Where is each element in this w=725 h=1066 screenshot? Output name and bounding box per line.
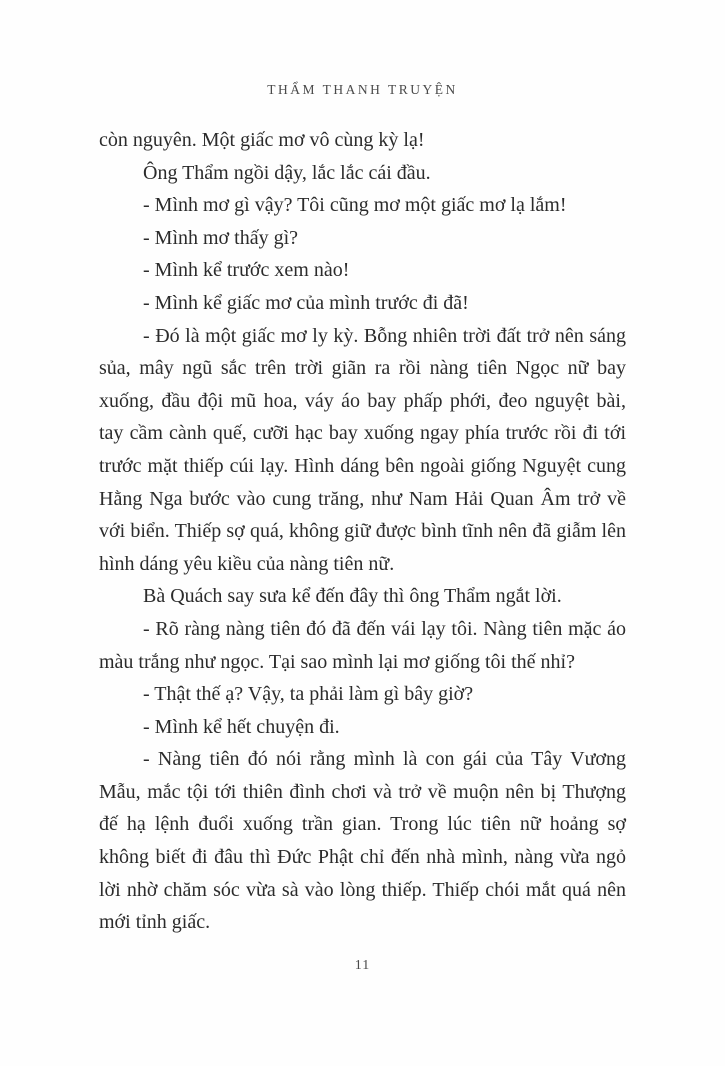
- paragraph: - Thật thế ạ? Vậy, ta phải làm gì bây giờ?: [143, 683, 474, 706]
- paragraph: - Đó là một giấc mơ ly kỳ. Bỗng nhiên trời đất trở nên sáng sủa, mây ngũ sắc trên trời giãn ra rồi nàng tiên Ngọc nữ bay xuống, đầu đội mũ hoa, váy áo bay phấp phới, đeo nguyệt bài, tay cầm cành quế, cưỡi hạc bay xuống ngay phía trước rồi đi tới trước mặt thiếp cúi lạy. Hình dáng bên ngoài giống Nguyệt cung Hằng Nga bước vào cung trăng, như Nam Hải Quan Âm trở về với biển. Thiếp sợ quá, không giữ được bình tĩnh nên đã giẫm lên hình dáng yêu kiều của nàng tiên nữ.: [99, 324, 626, 575]
- paragraph: Bà Quách say sưa kể đến đây thì ông Thẩm ngắt lời.: [143, 585, 562, 608]
- paragraph: - Mình mơ gì vậy? Tôi cũng mơ một giấc mơ lạ lắm!: [143, 194, 567, 217]
- paragraph: - Rõ ràng nàng tiên đó đã đến vái lạy tôi. Nàng tiên mặc áo màu trắng như ngọc. Tại sao mình lại mơ giống tôi thế nhỉ?: [99, 617, 626, 673]
- body-text-block: [99, 124, 626, 939]
- paragraph: - Mình kể trước xem nào!: [143, 259, 350, 282]
- paragraph: còn nguyên. Một giấc mơ vô cùng kỳ lạ!: [99, 129, 425, 151]
- running-header: THẨM THANH TRUYỆN: [267, 82, 458, 97]
- paragraph: Ông Thẩm ngồi dậy, lắc lắc cái đầu.: [143, 161, 431, 184]
- page-number: 11: [354, 958, 371, 973]
- paragraph: - Mình kể giấc mơ của mình trước đi đã!: [143, 291, 469, 314]
- paragraph: - Nàng tiên đó nói rằng mình là con gái của Tây Vương Mẫu, mắc tội tới thiên đình chơi và trở về muộn nên bị Thượng đế hạ lệnh đuổi xuống trần gian. Trong lúc tiên nữ hoảng sợ không biết đi đâu thì Đức Phật chỉ đến nhà mình, nàng vừa ngỏ lời nhờ chăm sóc vừa sà vào lòng thiếp. Thiếp chói mắt quá nên mới tỉnh giấc.: [99, 748, 626, 934]
- paragraph: - Mình mơ thấy gì?: [143, 226, 298, 249]
- paragraph: - Mình kể hết chuyện đi.: [143, 715, 340, 738]
